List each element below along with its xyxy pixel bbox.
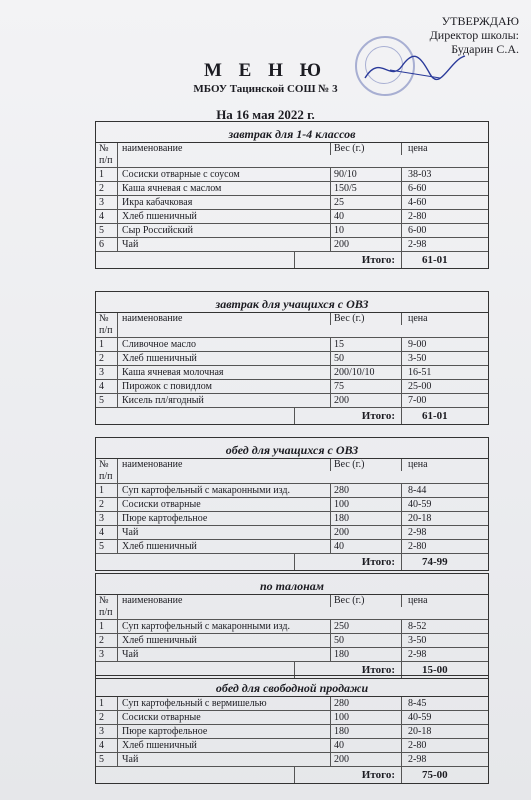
- page-title: М Е Н Ю: [203, 60, 328, 81]
- approval-line: Бударин С.А.: [451, 42, 519, 56]
- item-name: Пирожок с повидлом: [118, 380, 331, 393]
- total-label: Итого:: [294, 408, 402, 424]
- item-price: 2-98: [408, 649, 427, 660]
- table-row: [96, 634, 488, 648]
- item-number: 1: [96, 620, 118, 633]
- item-weight: 200: [331, 394, 402, 407]
- table-row: [96, 739, 488, 753]
- item-number: 1: [96, 168, 118, 181]
- menu-section: [95, 291, 489, 425]
- item-name: Сыр Российский: [118, 224, 331, 237]
- table-row: [96, 725, 488, 739]
- table-header-row: [96, 459, 488, 484]
- item-name: Хлеб пшеничный: [118, 210, 331, 223]
- section-title: завтрак для 1-4 классов: [96, 126, 488, 143]
- col-weight-header: Вес (г.): [331, 313, 402, 325]
- item-number: 2: [96, 498, 118, 511]
- item-name: Суп картофельный с макаронными изд.: [118, 620, 331, 633]
- section-title: обед для учащихся с ОВЗ: [96, 442, 488, 459]
- item-name: Хлеб пшеничный: [118, 634, 331, 647]
- item-name: Пюре картофельное: [118, 725, 331, 738]
- item-name: Чай: [118, 648, 331, 661]
- item-price: 8-52: [408, 621, 427, 632]
- item-weight: 180: [331, 725, 402, 738]
- item-weight: 10: [331, 224, 402, 237]
- item-price: 20-18: [408, 513, 432, 524]
- item-price: 16-51: [408, 367, 432, 378]
- item-number: 3: [96, 366, 118, 379]
- col-number-header: № п/п: [96, 143, 118, 167]
- item-name: Чай: [118, 526, 331, 539]
- col-price-header: цена: [408, 143, 428, 154]
- item-weight: 40: [331, 540, 402, 553]
- section-title: по талонам: [96, 578, 488, 595]
- item-number: 2: [96, 182, 118, 195]
- item-price: 40-59: [408, 712, 432, 723]
- total-label: Итого:: [294, 767, 402, 783]
- table-header-row: [96, 595, 488, 620]
- section-total-row: [96, 554, 488, 570]
- item-price: 40-59: [408, 499, 432, 510]
- item-price: 6-60: [408, 183, 427, 194]
- section-total-row: [96, 408, 488, 424]
- item-name: Хлеб пшеничный: [118, 739, 331, 752]
- table-header-row: [96, 143, 488, 168]
- item-weight: 50: [331, 634, 402, 647]
- table-row: [96, 394, 488, 408]
- item-number: 2: [96, 634, 118, 647]
- table-row: [96, 352, 488, 366]
- menu-section: [95, 437, 489, 571]
- col-weight-header: Вес (г.): [331, 459, 402, 471]
- item-name: Каша ячневая молочная: [118, 366, 331, 379]
- item-price: 38-03: [408, 169, 432, 180]
- table-row: [96, 366, 488, 380]
- table-row: [96, 210, 488, 224]
- total-label: Итого:: [294, 662, 402, 678]
- menu-section: [95, 573, 489, 679]
- item-name: Сливочное масло: [118, 338, 331, 351]
- item-weight: 40: [331, 210, 402, 223]
- col-name-header: наименование: [118, 313, 331, 325]
- item-name: Пюре картофельное: [118, 512, 331, 525]
- item-weight: 150/5: [331, 182, 402, 195]
- item-number: 3: [96, 512, 118, 525]
- item-price: 3-50: [408, 353, 427, 364]
- item-weight: 100: [331, 711, 402, 724]
- item-number: 1: [96, 338, 118, 351]
- item-name: Сосиски отварные: [118, 711, 331, 724]
- item-name: Чай: [118, 238, 331, 251]
- item-name: Суп картофельный с вермишелью: [118, 697, 331, 710]
- item-number: 3: [96, 725, 118, 738]
- col-price-header: цена: [408, 313, 428, 324]
- table-row: [96, 697, 488, 711]
- table-header-row: [96, 313, 488, 338]
- item-price: 8-44: [408, 485, 427, 496]
- table-row: [96, 238, 488, 252]
- table-row: [96, 498, 488, 512]
- item-weight: 280: [331, 484, 402, 497]
- item-price: 2-98: [408, 754, 427, 765]
- item-price: 6-00: [408, 225, 427, 236]
- item-weight: 25: [331, 196, 402, 209]
- item-price: 7-00: [408, 395, 427, 406]
- item-number: 5: [96, 540, 118, 553]
- total-label: Итого:: [294, 554, 402, 570]
- item-name: Хлеб пшеничный: [118, 352, 331, 365]
- item-number: 5: [96, 753, 118, 766]
- table-row: [96, 484, 488, 498]
- menu-section: [95, 675, 489, 784]
- item-weight: 100: [331, 498, 402, 511]
- item-name: Суп картофельный с макаронными изд.: [118, 484, 331, 497]
- item-price: 3-50: [408, 635, 427, 646]
- item-price: 2-98: [408, 239, 427, 250]
- total-value: 15-00: [422, 664, 448, 676]
- total-value: 61-01: [422, 410, 448, 422]
- item-price: 2-80: [408, 541, 427, 552]
- item-number: 2: [96, 352, 118, 365]
- item-weight: 90/10: [331, 168, 402, 181]
- col-weight-header: Вес (г.): [331, 143, 402, 155]
- item-name: Икра кабачковая: [118, 196, 331, 209]
- item-name: Каша ячневая с маслом: [118, 182, 331, 195]
- item-weight: 180: [331, 512, 402, 525]
- section-title: завтрак для учащихся с ОВЗ: [96, 296, 488, 313]
- item-price: 4-60: [408, 197, 427, 208]
- table-row: [96, 196, 488, 210]
- item-price: 25-00: [408, 381, 432, 392]
- col-price-header: цена: [408, 459, 428, 470]
- item-weight: 15: [331, 338, 402, 351]
- table-row: [96, 224, 488, 238]
- item-weight: 200: [331, 238, 402, 251]
- item-number: 4: [96, 526, 118, 539]
- total-value: 61-01: [422, 254, 448, 266]
- school-name: МБОУ Тацинской СОШ № 3: [193, 83, 338, 95]
- item-name: Сосиски отварные: [118, 498, 331, 511]
- item-price: 8-45: [408, 698, 427, 709]
- menu-date: На 16 мая 2022 г.: [216, 107, 315, 122]
- item-number: 4: [96, 210, 118, 223]
- item-number: 2: [96, 711, 118, 724]
- item-weight: 50: [331, 352, 402, 365]
- item-weight: 250: [331, 620, 402, 633]
- item-weight: 280: [331, 697, 402, 710]
- col-name-header: наименование: [118, 595, 331, 607]
- table-row: [96, 512, 488, 526]
- col-price-header: цена: [408, 595, 428, 606]
- item-weight: 200: [331, 526, 402, 539]
- item-weight: 180: [331, 648, 402, 661]
- item-weight: 200: [331, 753, 402, 766]
- table-row: [96, 168, 488, 182]
- col-name-header: наименование: [118, 143, 331, 155]
- table-row: [96, 182, 488, 196]
- table-row: [96, 338, 488, 352]
- item-number: 3: [96, 196, 118, 209]
- col-name-header: наименование: [118, 459, 331, 471]
- item-number: 5: [96, 394, 118, 407]
- menu-section: [95, 121, 489, 269]
- table-row: [96, 648, 488, 662]
- item-weight: 40: [331, 739, 402, 752]
- item-number: 1: [96, 484, 118, 497]
- approval-line: УТВЕРЖДАЮ: [441, 14, 519, 28]
- item-price: 2-80: [408, 740, 427, 751]
- col-number-header: № п/п: [96, 595, 118, 619]
- item-price: 9-00: [408, 339, 427, 350]
- item-number: 1: [96, 697, 118, 710]
- item-name: Сосиски отварные с соусом: [118, 168, 331, 181]
- section-title: обед для свободной продажи: [96, 680, 488, 697]
- item-number: 6: [96, 238, 118, 251]
- item-price: 2-98: [408, 527, 427, 538]
- table-row: [96, 380, 488, 394]
- table-row: [96, 540, 488, 554]
- item-name: Кисель пл/ягодный: [118, 394, 331, 407]
- item-number: 4: [96, 380, 118, 393]
- item-weight: 75: [331, 380, 402, 393]
- item-name: Хлеб пшеничный: [118, 540, 331, 553]
- item-number: 4: [96, 739, 118, 752]
- item-name: Чай: [118, 753, 331, 766]
- table-row: [96, 620, 488, 634]
- section-total-row: [96, 767, 488, 783]
- item-price: 2-80: [408, 211, 427, 222]
- total-value: 75-00: [422, 769, 448, 781]
- table-row: [96, 753, 488, 767]
- total-label: Итого:: [294, 252, 402, 268]
- item-price: 20-18: [408, 726, 432, 737]
- section-total-row: [96, 252, 488, 268]
- col-weight-header: Вес (г.): [331, 595, 402, 607]
- total-value: 74-99: [422, 556, 448, 568]
- approval-line: Директор школы:: [429, 28, 519, 42]
- item-number: 3: [96, 648, 118, 661]
- table-row: [96, 526, 488, 540]
- col-number-header: № п/п: [96, 459, 118, 483]
- item-weight: 200/10/10: [331, 366, 402, 379]
- item-number: 5: [96, 224, 118, 237]
- table-row: [96, 711, 488, 725]
- col-number-header: № п/п: [96, 313, 118, 337]
